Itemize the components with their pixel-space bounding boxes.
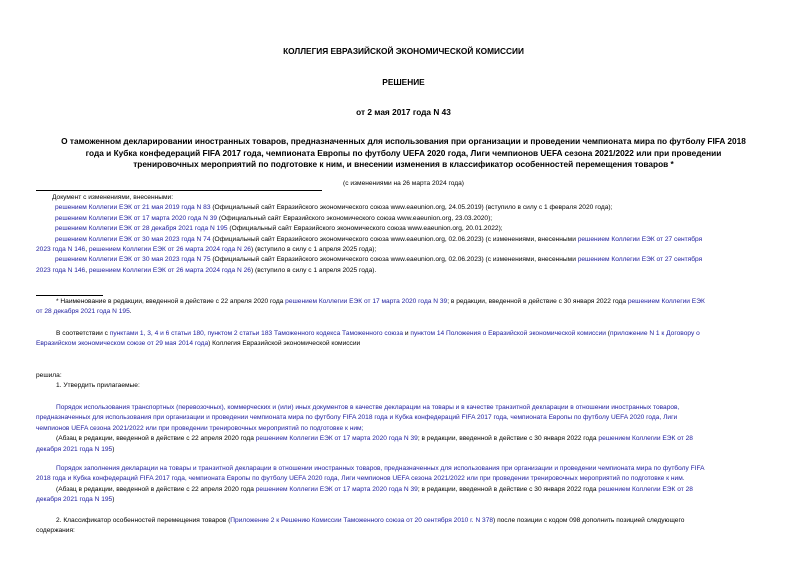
preamble-text: ) Коллегия Евразийской экономической комиссии	[208, 340, 361, 348]
item-2-text: ) после позиции с кодом 098 дополнить позицией следующего	[493, 517, 685, 524]
amendment-link[interactable]: решением Коллегии ЕЭК от 21 мая 2019 года N 83	[55, 204, 211, 212]
amendment-link[interactable]: решением Коллегии ЕЭК от 30 мая 2023 года N 74	[55, 235, 211, 243]
change-entry-text: (Официальный сайт Евразийского экономического союза www.eaeunion.org, 20.01.2022);	[227, 225, 503, 233]
change-entry-text: (Официальный сайт Евразийского экономического союза www.eaeunion.org, 23.03.2020);	[217, 214, 493, 222]
amendment-link[interactable]: от 28 декабря 2021 года N 195	[36, 308, 130, 316]
changes-intro: Документ с изменениями, внесенными:	[52, 194, 174, 201]
changes-list	[36, 193, 772, 276]
item-2-text: 2. Классификатор особенностей перемещения товаров (	[56, 517, 231, 524]
edition-note-text: ; в редакции, введенной в действие с 30 января 2022 года	[417, 435, 599, 443]
changes-date-note: (с изменениями на 26 марта 2024 года)	[343, 180, 464, 187]
title-line: тренировочных мероприятий по подготовке к ним, и внесении изменения в классификатор особенностей перемещения товаров *	[133, 159, 674, 170]
edition-note-text: (Абзац в редакции, введенной в действие с 22 апреля 2020 года	[56, 485, 256, 493]
edition-note-text: )	[112, 496, 115, 504]
change-entry-text: (Официальный сайт Евразийского экономического союза www.eaeunion.org, 02.06.2023) (с изменениями, внесенными	[210, 235, 578, 243]
procedure-1	[36, 403, 771, 455]
procedure-2	[36, 464, 771, 506]
resolved-label: решила:	[36, 372, 62, 379]
title-line: О таможенном декларировании иностранных товаров, предназначенных для использования при организации и проведении чемпионата мира по футболу FIFA 2018	[61, 136, 746, 146]
edition-note-text: (Абзац в редакции, введенной в действие с 22 апреля 2020 года	[56, 435, 256, 443]
amendment-link[interactable]: 2023 года N 146	[36, 266, 86, 274]
legal-reference-link[interactable]: пунктами 1, 3, 4 и 6 статьи 180, пунктом 2 статьи 183 Таможенного кодекса Таможенного союза	[109, 330, 404, 337]
amendment-link[interactable]: решением Коллегии ЕЭК от 30 мая 2023 года N 75	[55, 256, 211, 264]
change-entry	[52, 235, 772, 245]
edition-note	[36, 495, 771, 505]
amendment-link[interactable]: декабря 2021 года N 195	[36, 496, 113, 504]
change-entry-text: ) (вступило в силу с 1 апреля 2025 года).	[250, 266, 377, 274]
amendment-link[interactable]: решением Коллегии ЕЭК от 17 марта 2020 года N 39	[255, 485, 418, 493]
footnote-line	[36, 307, 771, 317]
amendment-link[interactable]: решением Коллегии ЕЭК от 28 декабря 2021 года N 195	[55, 225, 228, 233]
separator-text: ,	[85, 246, 89, 254]
preamble-text: В соответствии с	[56, 330, 110, 337]
divider	[36, 190, 322, 191]
preamble-line	[36, 329, 771, 339]
change-entry	[52, 203, 772, 213]
procedure-link-line[interactable]: Порядок использования транспортных (перевозочных), коммерческих и (или) иных документов в качестве декларации на товары и в качестве транзитной декларации в отношении иностранных товаров,	[56, 404, 680, 411]
procedure-link-line[interactable]: чемпионов UEFA сезона 2021/2022 или при проведении тренировочных мероприятий по подготовке к ним;	[36, 424, 364, 432]
amendment-link[interactable]: решением Коллегии ЕЭК от 26 марта 2024 года N 26	[88, 246, 251, 254]
change-entry-text: ) (вступило в силу с 1 апреля 2025 года);	[250, 246, 377, 254]
edition-note	[36, 445, 771, 455]
item-2-line	[36, 516, 771, 526]
change-entry-continued	[36, 245, 772, 255]
change-entry-text: (Официальный сайт Евразийского экономического союза www.eaeunion.org, 24.05.2019) (вступило в силу с 1 февраля 2020 года);	[210, 204, 613, 212]
change-entry	[52, 214, 772, 224]
edition-note	[36, 434, 771, 444]
procedure-link-line[interactable]: предназначенных для использования при организации и проведении чемпионата мира по футболу FIFA 2018 года и Кубка конфедераций FIFA 2017 года, чемпионата Европы по футболу UEFA 2020 года, Лиги	[36, 414, 678, 422]
change-entry-continued	[36, 266, 772, 276]
issuer-heading: КОЛЛЕГИЯ ЕВРАЗИЙСКОЙ ЭКОНОМИЧЕСКОЙ КОМИССИИ	[283, 46, 524, 56]
amendment-link[interactable]: декабря 2021 года N 195	[36, 445, 113, 453]
footnote-text: ; в редакции, введенной в действие с 30 января 2022 года	[447, 298, 628, 305]
amendment-link[interactable]: решением Коллегии ЕЭК от 27 сентября	[577, 235, 703, 243]
amendment-link[interactable]: решением Коллегии ЕЭК от 27 сентября	[577, 256, 703, 264]
amendment-link[interactable]: решением Коллегии ЕЭК от 17 марта 2020 года N 39	[55, 214, 218, 222]
preamble-text: и	[403, 330, 411, 337]
legal-reference-link[interactable]: Приложение 2 к Решению Комиссии Таможенного союза от 20 сентября 2010 г. N 378	[230, 517, 494, 524]
legal-reference-link[interactable]: Евразийском экономическом союзе от 29 мая 2014 года	[36, 340, 209, 348]
preamble	[36, 329, 771, 350]
footnote-text: * Наименование в редакции, введенной в действие с 22 апреля 2020 года	[56, 298, 286, 305]
change-entry-text: (Официальный сайт Евразийского экономического союза www.eaeunion.org, 02.06.2023) (с изменениями, внесенными	[210, 256, 578, 264]
preamble-line	[36, 339, 771, 349]
edition-note-text: ; в редакции, введенной в действие с 30 января 2022 года	[417, 485, 599, 493]
edition-note	[36, 485, 771, 495]
procedure-link-line[interactable]: Порядок заполнения декларации на товары и транзитной декларации в отношении иностранных товаров, предназначенных для использования при организации и проведении чемпионата мира по футболу FIFA	[56, 465, 705, 472]
legal-reference-link[interactable]: приложение N 1 к Договору о	[610, 330, 700, 337]
document-type: РЕШЕНИЕ	[382, 77, 425, 87]
amendment-link[interactable]: решением Коллегии ЕЭК от 28	[598, 485, 693, 493]
amendment-link[interactable]: решением Коллегии ЕЭК от 28	[598, 435, 693, 443]
amendment-link[interactable]: решением Коллегии ЕЭК от 26 марта 2024 года N 26	[88, 266, 251, 274]
amendment-link[interactable]: 2023 года N 146	[36, 246, 86, 254]
document-title	[36, 136, 771, 171]
change-entry	[52, 255, 772, 265]
amendment-link[interactable]: решением Коллегии ЕЭК от 17 марта 2020 года N 39	[285, 298, 448, 305]
item-2	[36, 516, 771, 537]
title-line: года и Кубка конфедераций FIFA 2017 года, чемпионата Европы по футболу UEFA 2020 года, Лиги чемпионов UEFA сезона 2021/2022 или при проведении	[85, 147, 722, 158]
separator-text: ,	[85, 266, 89, 274]
edition-note-text: )	[112, 445, 115, 453]
amendment-link[interactable]: решением Коллегии ЕЭК	[627, 298, 705, 305]
legal-reference-link[interactable]: пунктом 14 Положения о Евразийской экономической комиссии	[410, 330, 606, 337]
footnote-line	[36, 297, 771, 307]
preamble-text: (	[605, 330, 610, 337]
footnote-divider	[36, 295, 103, 296]
footnote	[36, 297, 771, 318]
amendment-link[interactable]: решением Коллегии ЕЭК от 17 марта 2020 года N 39	[255, 435, 418, 443]
procedure-link-line[interactable]: 2018 года и Кубка конфедераций FIFA 2017 года, чемпионата Европы по футболу UEFA 2020 года, Лиги чемпионов UEFA сезона 2021/2022 или при проведении тренировочных мероприятий по подготовке к ним.	[36, 475, 685, 483]
change-entry	[52, 224, 772, 234]
footnote-text: .	[129, 308, 132, 316]
item-1: 1. Утвердить прилагаемые:	[56, 382, 140, 389]
item-2-line: содержания:	[36, 527, 75, 535]
document-date: от 2 мая 2017 года N 43	[356, 107, 451, 117]
